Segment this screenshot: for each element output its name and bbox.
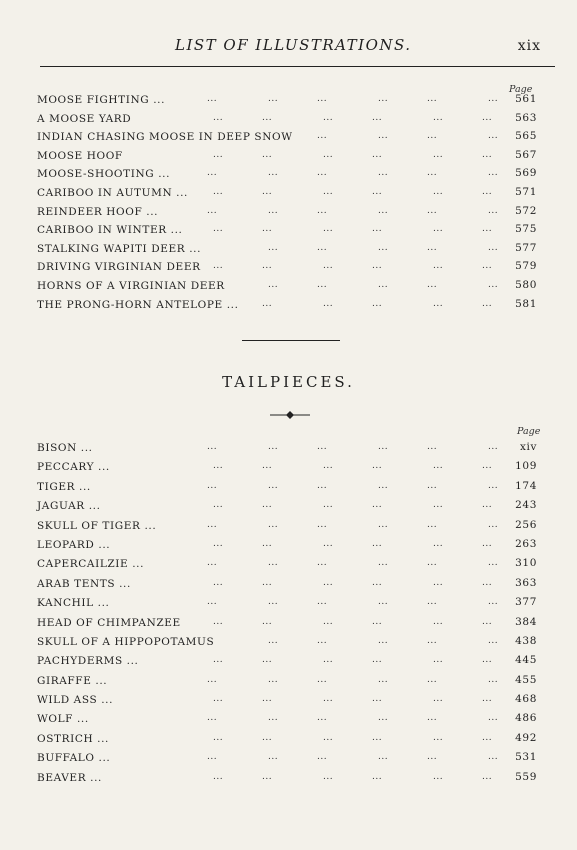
entry-title: PACHYDERMS ... bbox=[37, 655, 139, 668]
list-item: PACHYDERMS ... ... ... ... ... ... ... 445 bbox=[37, 654, 537, 668]
list-item: LEOPARD ... ... ... ... ... ... ... 263 bbox=[37, 537, 537, 551]
list-item: REINDEER HOOF ... ... ... ... ... ... ... 572 bbox=[37, 204, 537, 218]
list-item: HORNS OF A VIRGINIAN DEER ... ... ... ... ... 580 bbox=[37, 278, 537, 292]
header-rule bbox=[40, 66, 555, 67]
entry-title: REINDEER HOOF ... bbox=[37, 205, 159, 218]
page-ref: 310 bbox=[515, 557, 537, 570]
page-ref: 561 bbox=[515, 93, 537, 105]
entry-title: MOOSE-SHOOTING ... bbox=[37, 168, 171, 181]
page-ref: 455 bbox=[515, 673, 537, 686]
list-item: HEAD OF CHIMPANZEE ... ... ... ... ... ... 384 bbox=[37, 615, 537, 629]
page-ref: 174 bbox=[515, 479, 537, 492]
entry-title: BEAVER ... bbox=[37, 771, 102, 784]
section-heading: TAILPIECES. bbox=[222, 373, 355, 391]
entry-title: GIRAFFE ... bbox=[37, 674, 108, 687]
entry-title: OSTRICH ... bbox=[37, 732, 109, 745]
entry-title: SKULL OF TIGER ... bbox=[37, 519, 157, 532]
page-ref: 438 bbox=[515, 634, 537, 647]
page-ref: 569 bbox=[515, 167, 537, 180]
page-ref: 575 bbox=[515, 223, 537, 236]
page-ref: 531 bbox=[515, 751, 537, 764]
page-ref: 577 bbox=[515, 241, 537, 254]
ornament-divider bbox=[270, 410, 310, 420]
list-item: THE PRONG-HORN ANTELOPE ... ... ... ... ... ... 581 bbox=[37, 297, 537, 311]
entry-title: BUFFALO ... bbox=[37, 752, 111, 765]
list-item: STALKING WAPITI DEER ... ... ... ... ... ... 577 bbox=[37, 241, 537, 255]
list-item: BEAVER ... ... ... ... ... ... ... 559 bbox=[37, 770, 537, 784]
page-ref: 563 bbox=[515, 111, 537, 124]
entry-title: WILD ASS ... bbox=[37, 694, 114, 707]
entry-title: CARIBOO IN WINTER ... bbox=[37, 224, 183, 237]
entry-title: STALKING WAPITI DEER ... bbox=[37, 242, 202, 255]
list-item: MOOSE HOOF ... ... ... ... ... ... 567 bbox=[37, 148, 537, 162]
list-item: GIRAFFE ... ... ... ... ... ... ... 455 bbox=[37, 673, 537, 687]
page-ref: 377 bbox=[515, 596, 537, 609]
entry-title: DRIVING VIRGINIAN DEER bbox=[37, 261, 201, 274]
list-item: BUFFALO ... ... ... ... ... ... ... 531 bbox=[37, 751, 537, 765]
page-ref: 571 bbox=[515, 185, 537, 198]
entry-title: MOOSE HOOF bbox=[37, 149, 123, 162]
list-item: CARIBOO IN AUTUMN ... ... ... ... ... ... ... 571 bbox=[37, 185, 537, 199]
list-item: WOLF ... ... ... ... ... ... ... 486 bbox=[37, 712, 537, 726]
page-ref: 109 bbox=[515, 460, 537, 473]
entry-title: MOOSE FIGHTING ... bbox=[37, 94, 166, 106]
page-ref: 468 bbox=[515, 693, 537, 706]
list-item: JAGUAR ... ... ... ... ... ... ... 243 bbox=[37, 499, 537, 513]
section-divider-rule bbox=[242, 340, 340, 341]
page-ref: 572 bbox=[515, 204, 537, 217]
entry-title: HEAD OF CHIMPANZEE bbox=[37, 616, 181, 629]
page-number: xix bbox=[517, 38, 541, 54]
tailpieces-list bbox=[37, 441, 537, 790]
list-item: SKULL OF A HIPPOPOTAMUS ... ... ... ... ... 438 bbox=[37, 634, 537, 648]
list-item: SKULL OF TIGER ... ... ... ... ... ... ... 256 bbox=[37, 518, 537, 532]
page-ref: 567 bbox=[515, 148, 537, 161]
entry-title: THE PRONG-HORN ANTELOPE ... bbox=[37, 298, 239, 311]
entry-title: JAGUAR ... bbox=[37, 500, 101, 513]
illustrations-list bbox=[37, 93, 537, 316]
page-ref: 243 bbox=[515, 499, 537, 512]
list-item: DRIVING VIRGINIAN DEER ... ... ... ... ... ... 579 bbox=[37, 260, 537, 274]
list-item: ARAB TENTS ... ... ... ... ... ... ... 363 bbox=[37, 576, 537, 590]
list-item: KANCHIL ... ... ... ... ... ... ... 377 bbox=[37, 596, 537, 610]
page-column-label: Page bbox=[509, 84, 533, 95]
list-item: TIGER ... ... ... ... ... ... ... 174 bbox=[37, 479, 537, 493]
entry-title: TIGER ... bbox=[37, 480, 91, 493]
page-ref: 559 bbox=[515, 770, 537, 783]
entry-title: KANCHIL ... bbox=[37, 597, 110, 610]
list-item: MOOSE FIGHTING ... ... ... ... ... ... ... 561 bbox=[37, 93, 537, 106]
page-ref: 580 bbox=[515, 278, 537, 291]
list-item: BISON ... ... ... ... ... ... ... xiv bbox=[37, 441, 537, 454]
page-ref: 263 bbox=[515, 537, 537, 550]
page-ref: 492 bbox=[515, 731, 537, 744]
page-ref: xiv bbox=[519, 441, 537, 453]
list-item: MOOSE-SHOOTING ... ... ... ... ... ... ... 569 bbox=[37, 167, 537, 181]
page-ref: 565 bbox=[515, 130, 537, 143]
entry-title: SKULL OF A HIPPOPOTAMUS bbox=[37, 635, 215, 648]
entry-title: HORNS OF A VIRGINIAN DEER bbox=[37, 279, 225, 292]
page-ref: 486 bbox=[515, 712, 537, 725]
entry-title: A MOOSE YARD bbox=[37, 112, 132, 125]
entry-title: PECCARY ... bbox=[37, 461, 110, 474]
list-item: OSTRICH ... ... ... ... ... ... ... 492 bbox=[37, 731, 537, 745]
entry-title: WOLF ... bbox=[37, 713, 89, 726]
page-ref: 445 bbox=[515, 654, 537, 667]
list-item: WILD ASS ... ... ... ... ... ... ... 468 bbox=[37, 693, 537, 707]
running-title: LIST OF ILLUSTRATIONS. bbox=[175, 36, 412, 54]
entry-title: INDIAN CHASING MOOSE IN DEEP SNOW bbox=[37, 131, 293, 144]
page-header bbox=[40, 28, 555, 68]
list-item: A MOOSE YARD ... ... ... ... ... ... 563 bbox=[37, 111, 537, 125]
list-item: CAPERCAILZIE ... ... ... ... ... ... ... 310 bbox=[37, 557, 537, 571]
list-item: CARIBOO IN WINTER ... ... ... ... ... ... ... 575 bbox=[37, 223, 537, 237]
page-column-label-2: Page bbox=[517, 426, 541, 437]
page-ref: 579 bbox=[515, 260, 537, 273]
entry-title: LEOPARD ... bbox=[37, 538, 111, 551]
page-ref: 363 bbox=[515, 576, 537, 589]
entry-title: ARAB TENTS ... bbox=[37, 577, 131, 590]
entry-title: CARIBOO IN AUTUMN ... bbox=[37, 186, 188, 199]
page-ref: 581 bbox=[515, 297, 537, 310]
page-ref: 384 bbox=[515, 615, 537, 628]
page-ref: 256 bbox=[515, 518, 537, 531]
list-item: PECCARY ... ... ... ... ... ... ... 109 bbox=[37, 460, 537, 474]
entry-title: CAPERCAILZIE ... bbox=[37, 558, 145, 571]
entry-title: BISON ... bbox=[37, 442, 93, 454]
list-item: INDIAN CHASING MOOSE IN DEEP SNOW ... ... ... ... 565 bbox=[37, 130, 537, 144]
